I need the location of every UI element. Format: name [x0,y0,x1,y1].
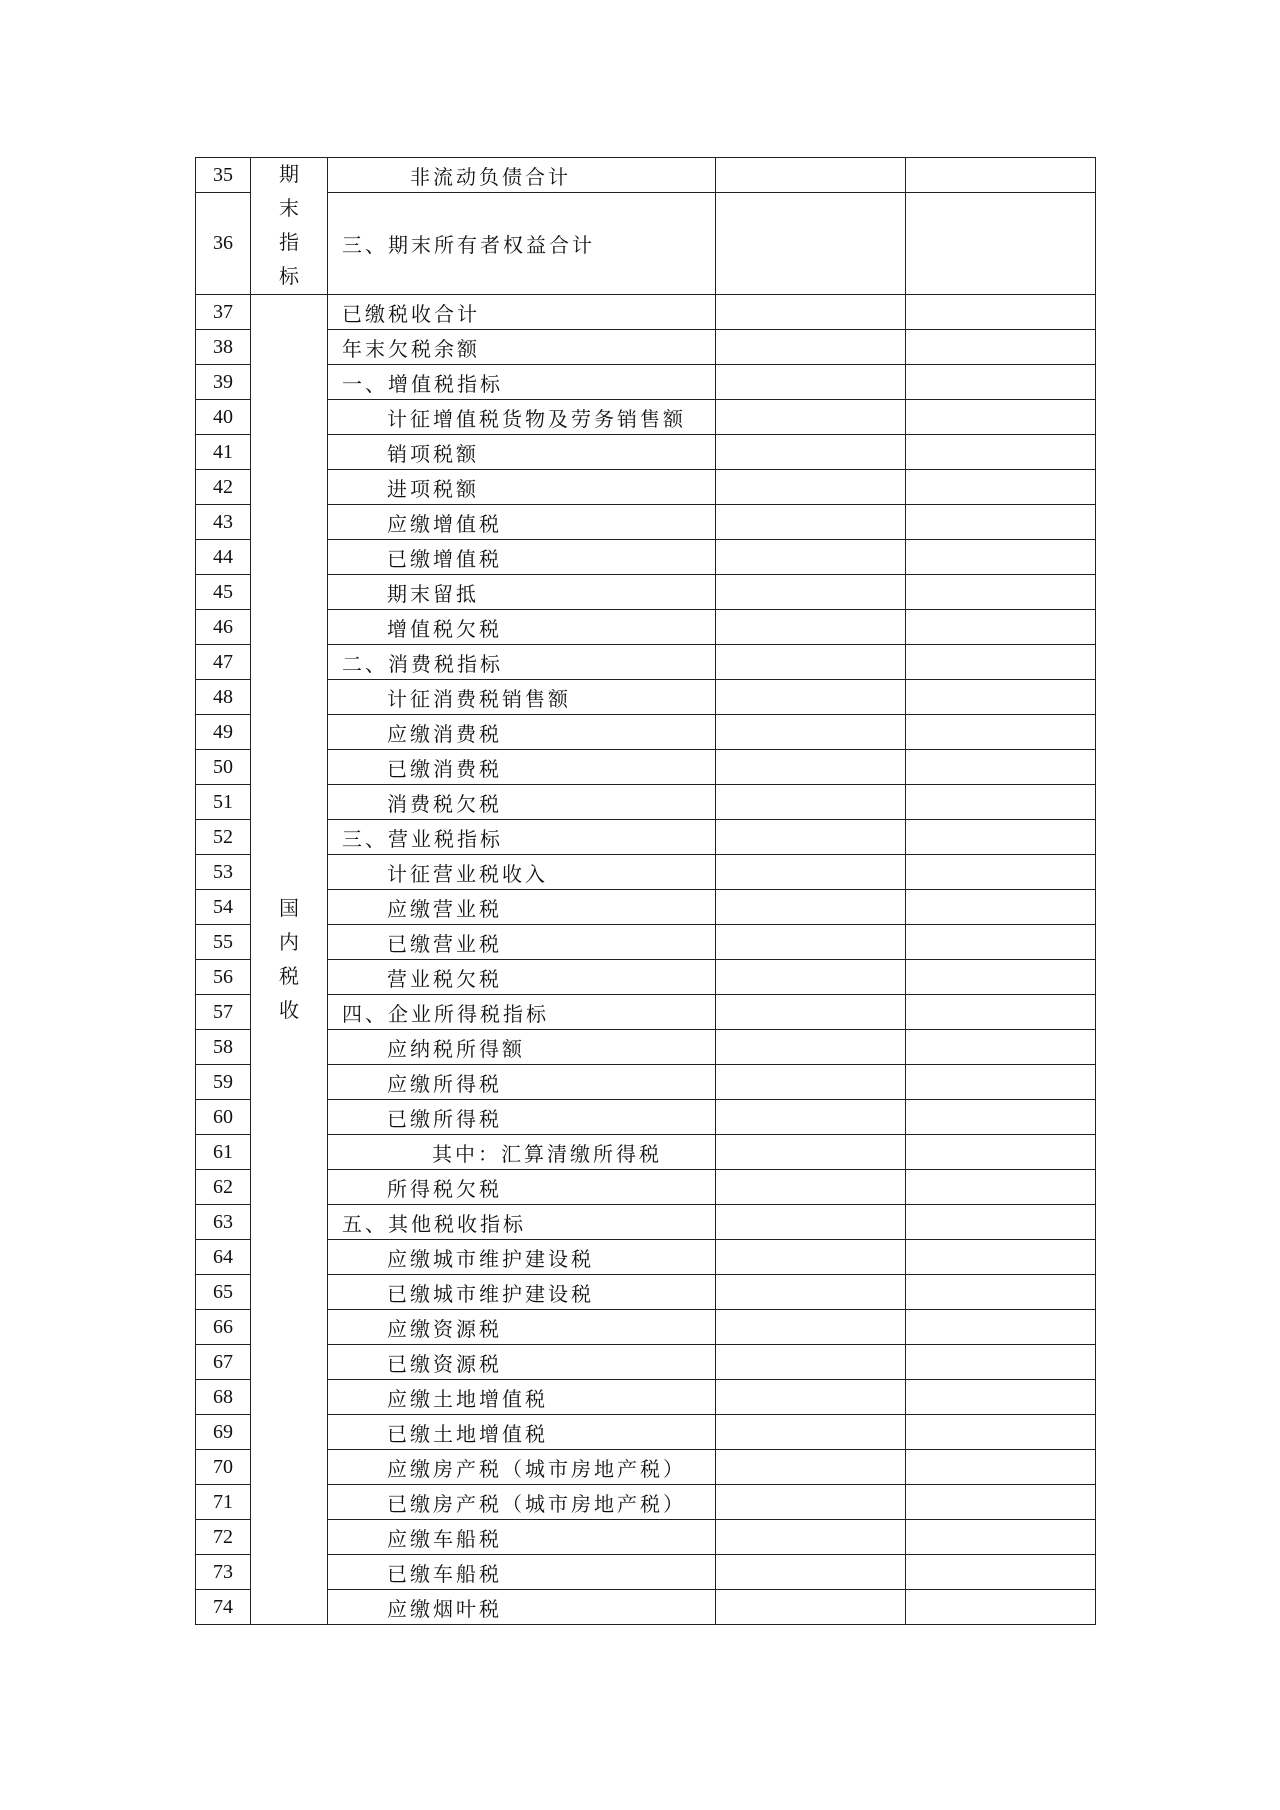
table-row [196,1380,1096,1415]
table-row [196,1275,1096,1310]
value-cell[interactable] [716,1380,906,1415]
table-row [196,960,1096,995]
value-cell[interactable] [906,330,1096,365]
row-number: 35 [196,158,251,193]
value-cell[interactable] [716,890,906,925]
value-cell[interactable] [906,505,1096,540]
value-cell[interactable] [716,1450,906,1485]
category-char: 期 [279,164,299,186]
item-label: 已缴房产税（城市房地产税） [328,1485,716,1520]
table-row [196,330,1096,365]
row-number: 57 [196,995,251,1030]
row-number: 71 [196,1485,251,1520]
item-label: 增值税欠税 [328,610,716,645]
value-cell[interactable] [716,365,906,400]
row-number: 73 [196,1555,251,1590]
row-number: 69 [196,1415,251,1450]
table-row [196,295,1096,330]
value-cell[interactable] [906,1590,1096,1625]
value-cell[interactable] [716,715,906,750]
item-label: 销项税额 [328,435,716,470]
row-number: 58 [196,1030,251,1065]
category-char: 内 [279,931,299,954]
item-label: 应缴营业税 [328,890,716,925]
item-label: 应纳税所得额 [328,1030,716,1065]
value-cell[interactable] [906,435,1096,470]
value-cell[interactable] [716,1065,906,1100]
value-cell[interactable] [716,575,906,610]
row-number: 61 [196,1135,251,1170]
value-cell[interactable] [906,715,1096,750]
value-cell[interactable] [906,295,1096,330]
item-label: 已缴所得税 [328,1100,716,1135]
value-cell[interactable] [906,1380,1096,1415]
item-label: 一、增值税指标 [328,365,716,400]
value-cell[interactable] [906,1310,1096,1345]
row-number: 38 [196,330,251,365]
row-number: 68 [196,1380,251,1415]
table-row [196,1590,1096,1625]
value-cell[interactable] [716,193,906,295]
row-number: 52 [196,820,251,855]
value-cell[interactable] [906,785,1096,820]
value-cell[interactable] [906,925,1096,960]
table-row [196,1520,1096,1555]
item-label: 二、消费税指标 [328,645,716,680]
value-cell[interactable] [906,1520,1096,1555]
value-cell[interactable] [906,1240,1096,1275]
item-label: 四、企业所得税指标 [328,995,716,1030]
row-number: 60 [196,1100,251,1135]
item-label: 应缴所得税 [328,1065,716,1100]
item-label: 应缴土地增值税 [328,1380,716,1415]
value-cell[interactable] [716,855,906,890]
value-cell[interactable] [716,1485,906,1520]
value-cell[interactable] [906,575,1096,610]
category-char: 标 [279,266,299,288]
value-cell[interactable] [906,1555,1096,1590]
table-row [196,925,1096,960]
row-number: 56 [196,960,251,995]
value-cell[interactable] [906,960,1096,995]
item-label: 消费税欠税 [328,785,716,820]
row-number: 44 [196,540,251,575]
item-label: 应缴城市维护建设税 [328,1240,716,1275]
table-row [196,1555,1096,1590]
value-cell[interactable] [906,645,1096,680]
item-label: 应缴增值税 [328,505,716,540]
item-label: 已缴城市维护建设税 [328,1275,716,1310]
value-cell[interactable] [716,1520,906,1555]
table-row [196,995,1096,1030]
item-label: 计征增值税货物及劳务销售额 [328,400,716,435]
row-number: 55 [196,925,251,960]
table-row [196,158,1096,193]
row-number: 40 [196,400,251,435]
value-cell[interactable] [716,610,906,645]
value-cell[interactable] [716,330,906,365]
row-number: 53 [196,855,251,890]
table-row [196,1240,1096,1275]
value-cell[interactable] [716,400,906,435]
value-cell[interactable] [716,1205,906,1240]
table-row [196,365,1096,400]
table-row [196,505,1096,540]
row-number: 74 [196,1590,251,1625]
item-label: 所得税欠税 [328,1170,716,1205]
table-row [196,715,1096,750]
value-cell[interactable] [906,1100,1096,1135]
value-cell[interactable] [906,470,1096,505]
table-row [196,575,1096,610]
row-number: 62 [196,1170,251,1205]
value-cell[interactable] [906,1275,1096,1310]
value-cell[interactable] [716,1030,906,1065]
value-cell[interactable] [906,890,1096,925]
row-number: 37 [196,295,251,330]
value-cell[interactable] [716,505,906,540]
row-number: 59 [196,1065,251,1100]
row-number: 43 [196,505,251,540]
category-char: 收 [279,999,299,1022]
row-number: 67 [196,1345,251,1380]
table-row [196,855,1096,890]
item-label: 非流动负债合计 [328,158,716,193]
item-label: 已缴车船税 [328,1555,716,1590]
category-period-end [251,158,328,295]
item-label: 已缴土地增值税 [328,1415,716,1450]
table-row [196,1205,1096,1240]
value-cell[interactable] [906,1135,1096,1170]
item-label: 计征营业税收入 [328,855,716,890]
item-label: 已缴营业税 [328,925,716,960]
value-cell[interactable] [716,158,906,193]
value-cell[interactable] [716,435,906,470]
item-label: 进项税额 [328,470,716,505]
value-cell[interactable] [716,1555,906,1590]
value-cell[interactable] [716,750,906,785]
item-label: 三、期末所有者权益合计 [328,193,716,295]
item-label: 期末留抵 [328,575,716,610]
value-cell[interactable] [906,400,1096,435]
value-cell[interactable] [906,750,1096,785]
row-number: 65 [196,1275,251,1310]
item-label: 计征消费税销售额 [328,680,716,715]
row-number: 63 [196,1205,251,1240]
row-number: 46 [196,610,251,645]
table-row [196,435,1096,470]
item-label: 已缴增值税 [328,540,716,575]
row-number: 36 [196,193,251,295]
value-cell[interactable] [716,1135,906,1170]
row-number: 47 [196,645,251,680]
category-char: 国 [279,897,299,920]
value-cell[interactable] [906,820,1096,855]
table-row [196,470,1096,505]
table-row [196,890,1096,925]
value-cell[interactable] [716,295,906,330]
value-cell[interactable] [906,1345,1096,1380]
item-label: 应缴消费税 [328,715,716,750]
table-row [196,193,1096,295]
value-cell[interactable] [716,540,906,575]
item-label: 应缴房产税（城市房地产税） [328,1450,716,1485]
value-cell[interactable] [716,1100,906,1135]
value-cell[interactable] [906,1485,1096,1520]
value-cell[interactable] [906,158,1096,193]
value-cell[interactable] [716,1275,906,1310]
value-cell[interactable] [716,820,906,855]
row-number: 45 [196,575,251,610]
item-label: 已缴资源税 [328,1345,716,1380]
value-cell[interactable] [716,1310,906,1345]
value-cell[interactable] [716,785,906,820]
item-label: 应缴资源税 [328,1310,716,1345]
row-number: 41 [196,435,251,470]
row-number: 48 [196,680,251,715]
item-label: 五、其他税收指标 [328,1205,716,1240]
row-number: 39 [196,365,251,400]
category-domestic-tax [251,295,328,1625]
table-row [196,785,1096,820]
value-cell[interactable] [906,1065,1096,1100]
value-cell[interactable] [906,1450,1096,1485]
row-number: 64 [196,1240,251,1275]
value-cell[interactable] [716,1590,906,1625]
value-cell[interactable] [906,193,1096,295]
category-char: 末 [279,198,299,220]
item-label: 已缴税收合计 [328,295,716,330]
value-cell[interactable] [716,1240,906,1275]
table-row [196,680,1096,715]
value-cell[interactable] [716,645,906,680]
table-row [196,1345,1096,1380]
item-label: 其中：汇算清缴所得税 [328,1135,716,1170]
table-row [196,645,1096,680]
table-row [196,1100,1096,1135]
table-row [196,1030,1096,1065]
value-cell[interactable] [716,995,906,1030]
value-cell[interactable] [716,680,906,715]
table-row [196,1170,1096,1205]
table-row [196,610,1096,645]
table-row [196,400,1096,435]
table-row [196,1415,1096,1450]
value-cell[interactable] [906,540,1096,575]
table-row [196,1135,1096,1170]
value-cell[interactable] [906,855,1096,890]
row-number: 51 [196,785,251,820]
value-cell[interactable] [906,1030,1096,1065]
value-cell[interactable] [716,1170,906,1205]
value-cell[interactable] [716,1345,906,1380]
row-number: 42 [196,470,251,505]
table-row [196,1065,1096,1100]
item-label: 营业税欠税 [328,960,716,995]
row-number: 54 [196,890,251,925]
table-row [196,1310,1096,1345]
row-number: 70 [196,1450,251,1485]
value-cell[interactable] [716,925,906,960]
item-label: 应缴烟叶税 [328,1590,716,1625]
row-number: 72 [196,1520,251,1555]
item-label: 已缴消费税 [328,750,716,785]
table-row [196,540,1096,575]
item-label: 三、营业税指标 [328,820,716,855]
table-row [196,820,1096,855]
value-cell[interactable] [716,470,906,505]
row-number: 66 [196,1310,251,1345]
value-cell[interactable] [906,365,1096,400]
value-cell[interactable] [906,1205,1096,1240]
category-char: 指 [279,232,299,254]
table-row [196,1450,1096,1485]
value-cell[interactable] [716,960,906,995]
table-row [196,750,1096,785]
value-cell[interactable] [906,1170,1096,1205]
value-cell[interactable] [906,610,1096,645]
value-cell[interactable] [906,995,1096,1030]
category-char: 税 [279,965,299,988]
indicator-table [195,157,1096,1625]
table-row [196,1485,1096,1520]
item-label: 年末欠税余额 [328,330,716,365]
row-number: 49 [196,715,251,750]
item-label: 应缴车船税 [328,1520,716,1555]
value-cell[interactable] [906,680,1096,715]
value-cell[interactable] [906,1415,1096,1450]
row-number: 50 [196,750,251,785]
value-cell[interactable] [716,1415,906,1450]
